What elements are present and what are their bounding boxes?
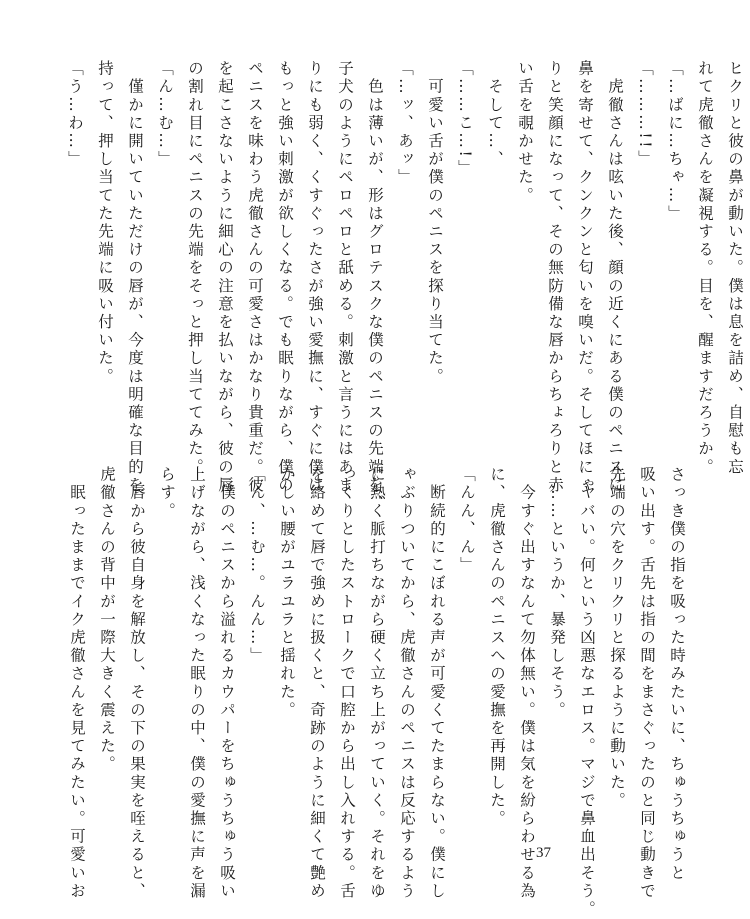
text-column: ヤバい。何という凶悪なエロス。マジで鼻血出そう。: [578, 466, 596, 919]
text-column: そして…、: [486, 60, 504, 169]
text-column: れて虎徹さんを凝視する。目を、醒ますだろうか。: [696, 60, 714, 477]
text-column: に、虎徹さんのペニスへの愛撫を再開した。: [488, 466, 506, 828]
text-column: 先端の穴をクリクリと探るように動いた。: [608, 466, 626, 810]
text-column: ペニスを味わう虎徹さんの可愛さはかなり貴重だ。彼: [246, 60, 264, 495]
text-column: の割れ目にペニスの先端をそっと押し当ててみた。: [186, 60, 204, 477]
text-column: 持って、押し当てた先端に吸い付いた。: [96, 60, 114, 386]
text-column: ゃぶりついてから、虎徹さんのペニスは反応するよう: [398, 466, 416, 901]
text-column: ヒクリと彼の鼻が動いた。僕は息を詰め、自慰も忘: [726, 60, 744, 477]
text-column: 「ん…む…」: [156, 60, 174, 169]
text-column: 「んん、ん」: [458, 466, 476, 575]
text-column: 「……こ…!」: [456, 60, 474, 178]
text-column: っくりとしたストロークで口腔から出し入れする。舌: [338, 466, 356, 901]
text-column: 唇から彼自身を解放し、その下の果実を咥えると、: [128, 466, 146, 901]
text-column: を起こさないように細心の注意を払いながら、彼の唇: [216, 60, 234, 495]
text-column: 可愛い舌が僕のペニスを探り当てた。: [426, 60, 444, 386]
text-column: 色は薄いが、形はグロテスクな僕のペニスの先端を、: [366, 60, 384, 513]
text-column: 今すぐ出すなんて勿体無い。僕は気を紛らわせる為: [518, 466, 536, 901]
text-column: 吸い出す。舌先は指の間をまさぐったのと同じ動きで: [638, 466, 656, 901]
text-column: もっと強い刺激が欲しくなる。でも眠りながら、僕の: [276, 60, 294, 495]
text-column: 僅かに開いていただけの唇が、今度は明確な目的を: [126, 60, 144, 495]
text-column: 子犬のようにペロペロと舐める。刺激と言うにはあま: [336, 60, 354, 495]
text-column: らす。: [158, 466, 176, 521]
text-column: 僕のペニスから溢れるカウパーをちゅうちゅう吸い: [218, 466, 236, 901]
text-block-bottom: [62, 466, 692, 919]
text-column: 「…ッ、あッ」: [396, 60, 414, 187]
text-column: 「………!!」: [636, 60, 654, 169]
text-column: を絡めて唇で強めに扱くと、奇跡のように細くて艶め: [308, 466, 326, 901]
text-column: 虎徹さんは呟いた後、顔の近くにある僕のペニスに: [606, 60, 624, 495]
text-column: りと笑顔になって、その無防備な唇からちょろりと赤: [546, 60, 564, 495]
text-column: に熱く脈打ちながら硬く立ち上がっていく。それをゆ: [368, 466, 386, 901]
text-column: 「う…わ…」: [66, 60, 84, 169]
page-number: 37: [536, 845, 551, 861]
text-column: ……というか、暴発しそう。: [548, 466, 566, 720]
text-column: 「ん、…む…。んん…」: [248, 466, 266, 666]
text-column: 虎徹さんの背中が一際大きく震えた。: [98, 466, 116, 774]
text-column: 上げながら、浅くなった眠りの中、僕の愛撫に声を漏: [188, 466, 206, 901]
text-column: りにも弱く、くすぐったさが強い愛撫に、すぐに僕は: [306, 60, 324, 495]
text-column: 眠ったままでイク虎徹さんを見てみたい。可愛いお: [68, 466, 86, 901]
text-column: 鼻を寄せて、クンクンと匂いを嗅いだ。そしてほにゃ: [576, 60, 594, 495]
text-column: 断続的にこぼれる声が可愛くてたまらない。僕にし: [428, 466, 446, 901]
text-column: さっき僕の指を吸った時みたいに、ちゅうちゅうと: [668, 466, 686, 883]
text-column: い舌を覗かせた。: [516, 60, 534, 205]
text-column: 「…ばに…ちゃ…」: [666, 60, 684, 223]
text-column: かしい腰がユラユラと揺れた。: [278, 466, 296, 720]
